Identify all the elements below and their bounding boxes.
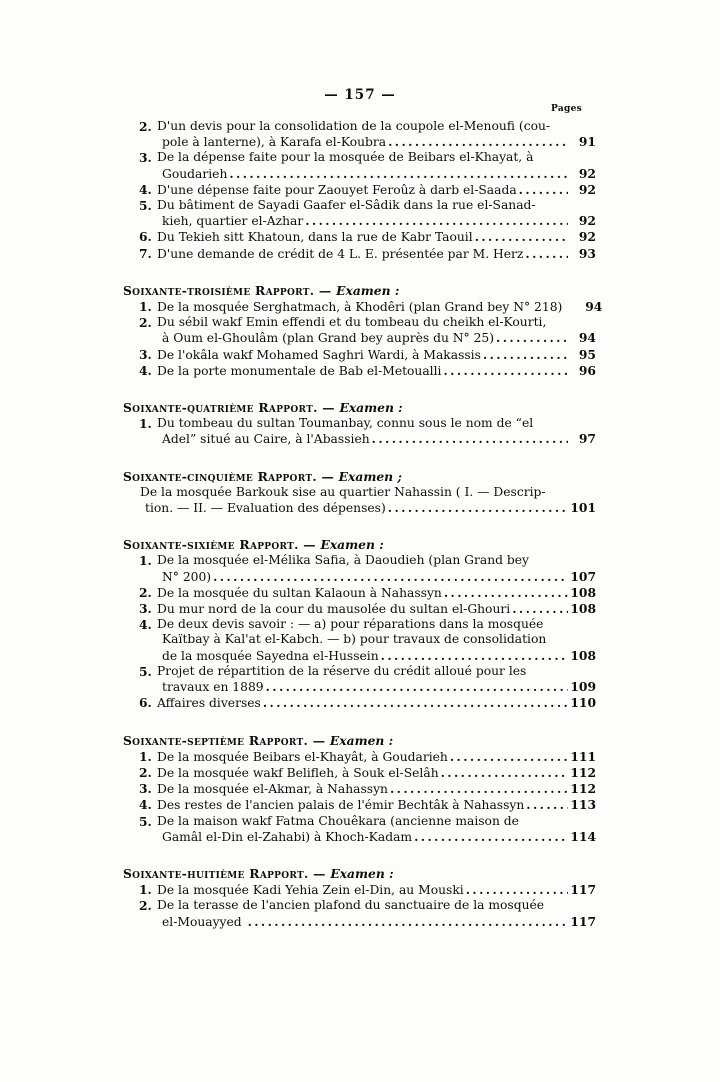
toc-entry: [123, 485, 596, 516]
entry-page-number: 92: [578, 165, 596, 181]
entry-last-line: [157, 601, 596, 617]
toc-entry: [123, 664, 596, 695]
section-heading-title: Soixante-cinquième Rapport. —: [123, 468, 339, 484]
section-heading-examen: Examen :: [329, 732, 394, 748]
dot-leader: [264, 679, 568, 694]
entry-number: 3.: [139, 601, 152, 617]
entry-number: 3.: [139, 346, 152, 362]
report-section: [123, 469, 596, 517]
entry-text-line: De la mosquée Kadi Yehia Zein el-Din, au Mouski: [157, 883, 464, 898]
toc-entry: [123, 898, 596, 929]
section-heading-title: Soixante-quatrième Rapport. —: [123, 400, 340, 416]
toc-entry: [123, 119, 596, 150]
entry-text-line: Du Tekieh sitt Khatoun, dans la rue de Kabr Taouil: [157, 230, 473, 245]
entry-text-line: Adel” situé au Caire, à l'Abassieh: [162, 432, 370, 447]
entry-number: 6.: [139, 229, 152, 245]
dot-leader: [303, 213, 568, 228]
report-section: [123, 400, 596, 448]
toc-entry: [123, 814, 596, 845]
entry-last-line: [157, 765, 596, 781]
entry-number: 2.: [139, 119, 152, 134]
entry-last-line: [162, 213, 596, 229]
entry-page-number: 97: [578, 431, 596, 447]
section-heading: [123, 537, 596, 553]
entry-page-number: 112: [570, 781, 596, 797]
entry-last-line: [157, 781, 596, 797]
entry-last-line: [162, 330, 596, 346]
entry-page-number: 91: [578, 134, 596, 150]
entry-page-number: 114: [570, 828, 596, 844]
section-heading-title: Soixante-troisième Rapport. —: [123, 282, 337, 298]
dot-leader: [473, 229, 568, 244]
entry-text-line: De la mosquée Beibars el-Khayât, à Goudarieh: [157, 749, 448, 764]
entry-text-line: De la dépense faite pour la mosquée de Beibars el-Khayat, à: [157, 150, 534, 165]
entry-last-line: [162, 648, 596, 664]
entry-page-number: 109: [570, 679, 596, 695]
entry-last-line: [162, 569, 596, 585]
toc-entry: [123, 553, 596, 584]
entry-page-number: 96: [578, 362, 596, 378]
entry-text-line: De l'okâla wakf Mohamed Saghri Wardi, à Makassis: [157, 347, 481, 362]
entry-text-line: Goudarieh: [162, 166, 228, 181]
entry-last-line: [157, 299, 603, 315]
dot-leader: [448, 749, 568, 764]
entry-text-line: De la maison wakf Fatma Chouêkara (ancienne maison de: [157, 813, 519, 828]
entry-last-line: [157, 585, 596, 601]
toc-entry: [123, 695, 596, 711]
entry-page-number: 113: [570, 797, 596, 813]
entry-page-number: 92: [578, 181, 596, 197]
section-heading: [123, 469, 596, 485]
entry-last-line: [162, 679, 596, 695]
toc-entry: [123, 246, 596, 262]
entry-number: 1.: [139, 882, 152, 898]
entry-number: 2.: [139, 584, 152, 600]
entry-page-number: 112: [570, 764, 596, 780]
toc-entry: [123, 363, 596, 379]
entry-page-number: 108: [570, 584, 596, 600]
entry-last-line: [157, 882, 596, 898]
toc-entry: [123, 882, 596, 898]
section-heading-examen: Examen :: [330, 865, 394, 881]
entry-page-number: 111: [570, 748, 596, 764]
entry-text-line: D'une demande de crédit de 4 L. E. présentée par M. Herz: [157, 246, 524, 261]
entry-page-number: 93: [578, 245, 596, 261]
dot-leader: [464, 882, 568, 897]
entry-last-line: [157, 797, 596, 813]
toc-entry: [123, 229, 596, 245]
toc-entry: [123, 601, 596, 617]
entry-text-line: De la mosquée Barkouk sise au quartier Nahassin ( I. — Descrip-: [140, 484, 546, 499]
entry-page-number: 117: [570, 882, 596, 898]
entry-text-line: De la porte monumentale de Bab el-Metoualli: [157, 363, 442, 378]
page-number-header: — 157 —: [324, 87, 396, 103]
entry-text-line: kieh, quartier el-Azhar: [162, 214, 304, 229]
entry-last-line: [145, 500, 596, 516]
entry-text-line: De la mosquée wakf Belifleh, à Souk el-Selâh: [157, 765, 439, 780]
entry-number: 4.: [139, 362, 152, 378]
dot-leader: [412, 829, 568, 844]
entry-text-line: pole à lanterne), à Karafa el-Koubra: [162, 135, 387, 150]
entry-text-line: Du sébil wakf Emin effendi et du tombeau du cheikh el-Kourti,: [157, 315, 547, 330]
entry-text-line: à Oum el-Ghoulâm (plan Grand bey auprès du N° 25): [162, 331, 495, 346]
dot-leader: [442, 585, 568, 600]
section-heading-title: Soixante-huitième Rapport. —: [123, 865, 331, 881]
entry-page-number: 101: [570, 500, 596, 516]
entry-number: 1.: [139, 416, 152, 432]
toc-entry: [123, 315, 596, 346]
entry-page-number: 107: [570, 568, 596, 584]
entry-page-number: 95: [578, 346, 596, 362]
dot-leader: [439, 765, 568, 780]
section-heading-examen: Examen ;: [338, 468, 402, 484]
report-section: [123, 733, 596, 845]
toc-entry: [123, 198, 596, 229]
entry-last-line: [157, 749, 596, 765]
entry-text-line: De la mosquée el-Akmar, à Nahassyn: [157, 782, 388, 797]
dot-leader: [246, 914, 568, 929]
section-heading-examen: Examen :: [336, 282, 400, 298]
entry-last-line: [162, 166, 596, 182]
entry-last-line: [157, 363, 596, 379]
section-heading: [123, 283, 596, 299]
toc-entry: [123, 416, 596, 447]
entry-number: 2.: [139, 764, 152, 780]
entry-last-line: [162, 134, 596, 150]
dot-leader: [510, 601, 568, 616]
entry-text-line: De deux devis savoir : — a) pour réparations dans la mosquée: [157, 617, 544, 632]
report-section: [123, 119, 596, 262]
entry-last-line: [157, 182, 596, 198]
entry-text-line: Du mur nord de la cour du mausolée du sultan el-Ghouri: [157, 602, 511, 617]
entry-last-line: [162, 914, 596, 930]
pages-column-label: Pages: [551, 104, 582, 114]
entry-number: 6.: [139, 695, 152, 711]
entry-text-line: tion. — II. — Evaluation des dépenses): [145, 501, 386, 516]
table-of-contents: [123, 119, 603, 930]
entry-page-number: 94: [578, 330, 596, 346]
entry-number: 5.: [139, 663, 152, 679]
dot-leader: [211, 569, 568, 584]
entry-text-line: de la mosquée Sayedna el-Hussein: [162, 648, 379, 663]
entry-number: 4.: [139, 181, 152, 197]
entry-text-line: Kaïtbay à Kal'at el-Kabch. — b) pour travaux de consolidation: [162, 632, 547, 647]
section-heading: [123, 733, 596, 749]
dot-leader: [261, 695, 568, 710]
entry-text-line: Affaires diverses: [157, 696, 261, 711]
dot-leader: [517, 182, 568, 197]
dot-leader: [442, 363, 569, 378]
dot-leader: [388, 781, 568, 796]
entry-last-line: [157, 347, 596, 363]
toc-entry: [123, 182, 596, 198]
section-heading-examen: Examen :: [339, 400, 403, 416]
entry-number: 7.: [139, 245, 152, 261]
entry-text-line: Projet de répartition de la réserve du crédit alloué pour les: [157, 663, 527, 678]
entry-number: 2.: [139, 315, 152, 331]
toc-entry: [123, 150, 596, 181]
dot-leader: [370, 431, 568, 446]
entry-text-line: De la mosquée el-Mélika Safia, à Daoudieh (plan Grand bey: [157, 553, 529, 568]
report-section: [123, 282, 603, 379]
entry-page-number: 110: [570, 695, 596, 711]
report-section: [123, 866, 596, 930]
toc-entry: [123, 585, 596, 601]
entry-page-number: 117: [570, 913, 596, 929]
entry-number: 4.: [139, 617, 152, 633]
dot-leader: [524, 797, 568, 812]
entry-last-line: [157, 229, 596, 245]
entry-page-number: 92: [578, 213, 596, 229]
entry-text-line: D'un devis pour la consolidation de la coupole el-Menoufi (cou-: [157, 119, 551, 133]
entry-number: 1.: [139, 748, 152, 764]
entry-text-line: Du bâtiment de Sayadi Gaafer el-Sâdik dans la rue el-Sanad-: [157, 198, 536, 213]
entry-last-line: [157, 695, 596, 711]
entry-number: 3.: [139, 781, 152, 797]
entry-page-number: 94: [585, 299, 603, 315]
entry-text-line: Gamâl el-Din el-Zahabi) à Khoch-Kadam: [162, 829, 413, 844]
entry-text-line: De la terasse de l'ancien plafond du sanctuaire de la mosquée: [157, 898, 545, 913]
entry-text-line: el-Mouayyed: [162, 914, 246, 929]
entry-number: 4.: [139, 797, 152, 813]
entry-page-number: 92: [578, 229, 596, 245]
section-heading-title: Soixante-sixième Rapport. —: [123, 537, 321, 553]
toc-entry: [123, 299, 603, 315]
dot-leader: [386, 134, 568, 149]
toc-entry: [123, 617, 596, 664]
entry-number: 1.: [139, 299, 152, 315]
toc-entry: [123, 347, 596, 363]
entry-text-line: De la mosquée du sultan Kalaoun à Nahassyn: [157, 585, 442, 600]
entry-page-number: 108: [570, 647, 596, 663]
section-heading: [123, 866, 596, 882]
dot-leader: [386, 500, 568, 515]
entry-last-line: [162, 431, 596, 447]
entry-number: 5.: [139, 198, 152, 214]
toc-entry: [123, 765, 596, 781]
section-heading-examen: Examen :: [320, 537, 384, 553]
entry-page-number: 108: [570, 601, 596, 617]
entry-text-line: De la mosquée Serghatmach, à Khodêri (plan Grand bey N° 218): [157, 300, 563, 315]
entry-number: 5.: [139, 813, 152, 829]
entry-last-line: [157, 246, 596, 262]
dot-leader: [523, 246, 568, 261]
dot-leader: [494, 330, 568, 345]
entry-number: 3.: [139, 150, 152, 166]
entry-text-line: D'une dépense faite pour Zaouyet Feroûz à darb el-Saada: [157, 182, 517, 197]
entry-text-line: N° 200): [162, 569, 212, 584]
entry-text-line: Du tombeau du sultan Toumanbay, connu sous le nom de “el: [157, 416, 534, 431]
entry-last-line: [162, 829, 596, 845]
dot-leader: [379, 648, 568, 663]
section-heading-title: Soixante-septième Rapport. —: [123, 732, 330, 748]
toc-entry: [123, 749, 596, 765]
toc-entry: [123, 797, 596, 813]
report-section: [123, 537, 596, 711]
toc-entry: [123, 781, 596, 797]
entry-number: 2.: [139, 898, 152, 914]
entry-number: 1.: [139, 553, 152, 569]
entry-text-line: travaux en 1889: [162, 680, 264, 695]
entry-text-line: Des restes de l'ancien palais de l'émir Bechtâk à Nahassyn: [157, 798, 525, 813]
dot-leader: [227, 166, 568, 181]
dot-leader: [481, 347, 568, 362]
section-heading: [123, 400, 596, 416]
